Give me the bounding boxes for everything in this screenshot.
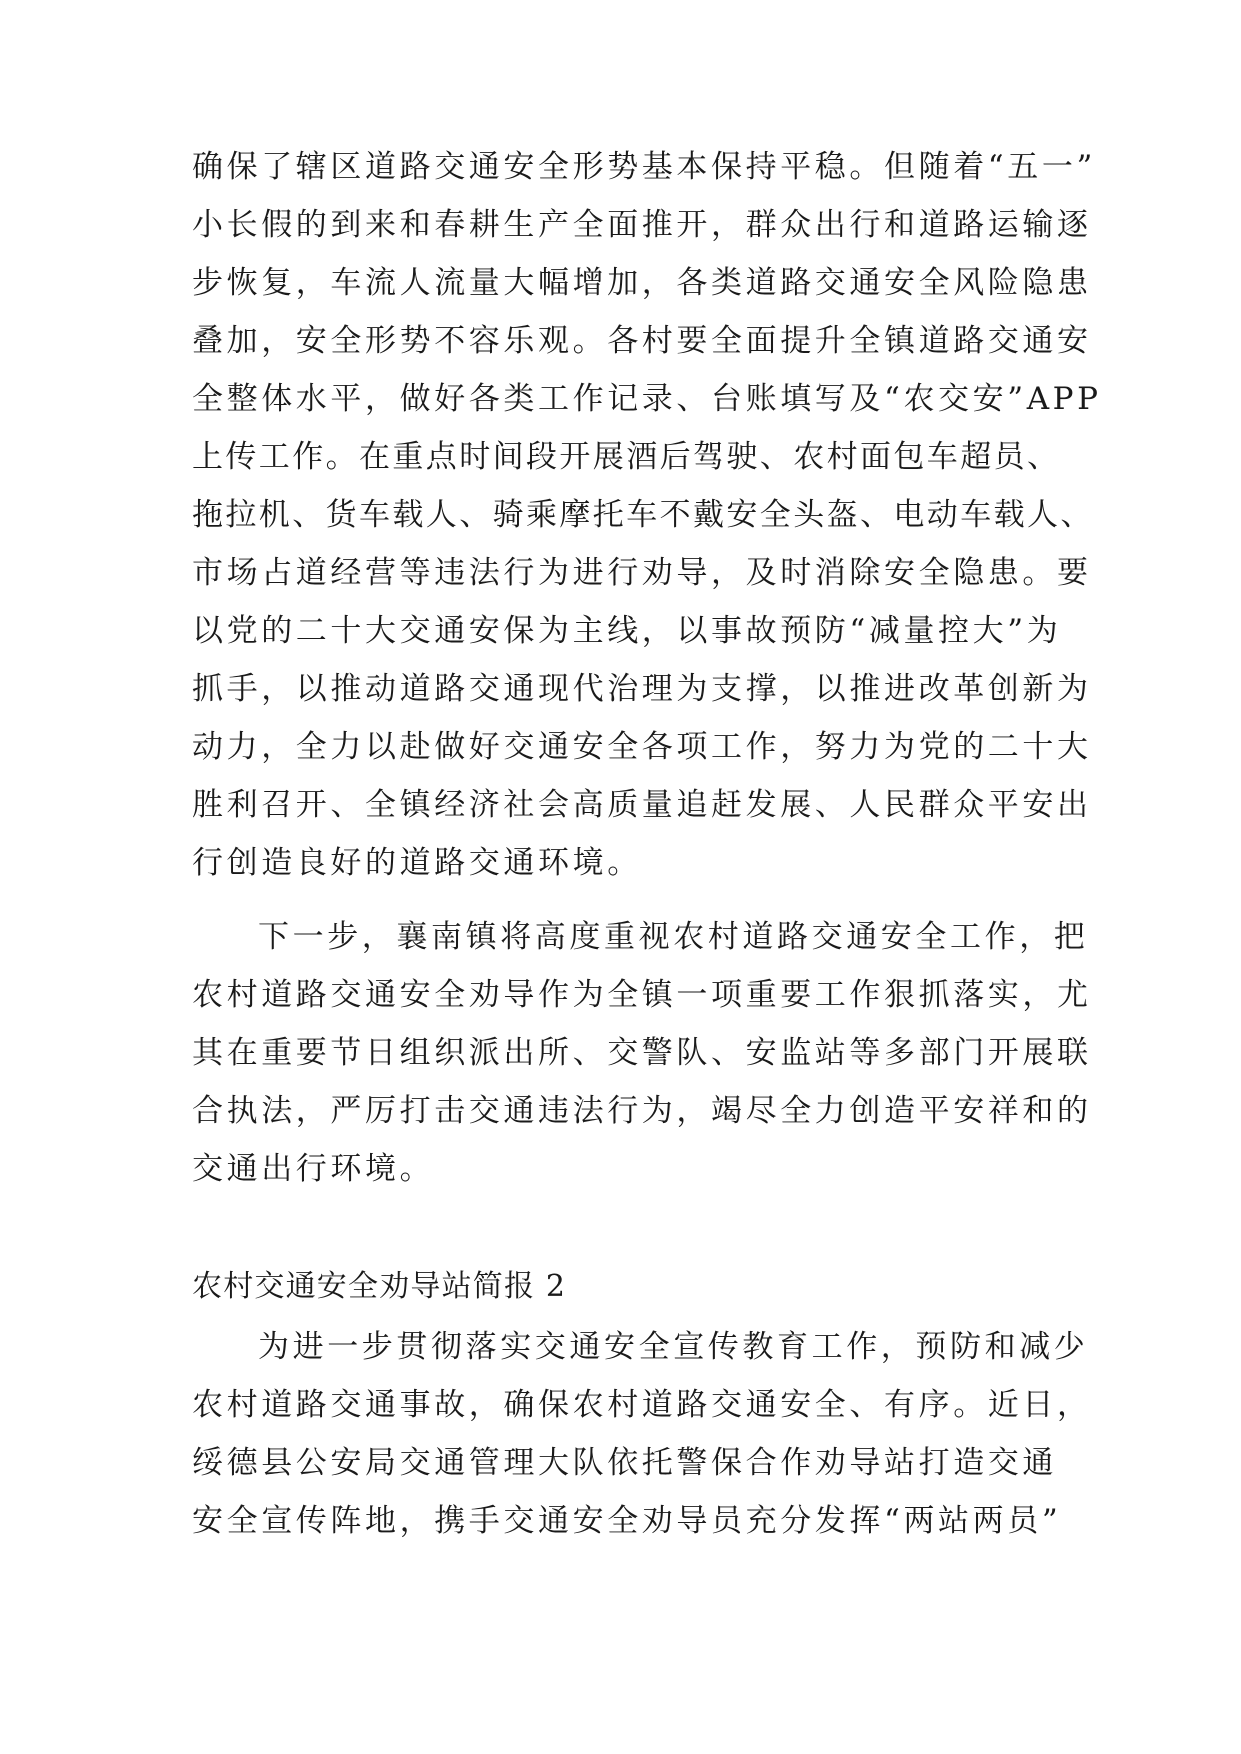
paragraph-line: 上传工作。在重点时间段开展酒后驾驶、农村面包车超员、	[192, 439, 1061, 475]
paragraph-line: 胜利召开、全镇经济社会高质量追赶发展、人民群众平安出	[192, 787, 1092, 823]
paragraph-line: 下一步，襄南镇将高度重视农村道路交通安全工作，把	[258, 919, 1089, 955]
paragraph-line: 以党的二十大交通安保为主线，以事故预防“减量控大”为	[192, 613, 1062, 649]
paragraph-line: 其在重要节日组织派出所、交警队、安监站等多部门开展联	[192, 1035, 1092, 1071]
paragraph-line: 动力，全力以赴做好交通安全各项工作，努力为党的二十大	[192, 729, 1092, 765]
paragraph-line: 步恢复，车流人流量大幅增加，各类道路交通安全风险隐患	[192, 265, 1092, 301]
paragraph-line: 小长假的到来和春耕生产全面推开，群众出行和道路运输逐	[192, 207, 1092, 243]
paragraph-line: 农村道路交通安全劝导作为全镇一项重要工作狠抓落实，尤	[192, 977, 1092, 1013]
paragraph-line: 叠加，安全形势不容乐观。各村要全面提升全镇道路交通安	[192, 323, 1092, 359]
paragraph-line: 全整体水平，做好各类工作记录、台账填写及“农交安”APP	[192, 381, 1102, 417]
paragraph-line: 安全宣传阵地，携手交通安全劝导员充分发挥“两站两员”	[192, 1503, 1062, 1539]
paragraph-line: 拖拉机、货车载人、骑乘摩托车不戴安全头盔、电动车载人、	[192, 497, 1094, 533]
paragraph-line: 行创造良好的道路交通环境。	[192, 845, 642, 881]
paragraph-line: 确保了辖区道路交通安全形势基本保持平稳。但随着“五一”	[192, 149, 1096, 185]
paragraph-line: 合执法，严厉打击交通违法行为，竭尽全力创造平安祥和的	[192, 1093, 1092, 1129]
paragraph-line: 农村道路交通事故，确保农村道路交通安全、有序。近日，	[192, 1387, 1092, 1423]
paragraph-line: 交通出行环境。	[192, 1151, 435, 1187]
paragraph-line: 为进一步贯彻落实交通安全宣传教育工作，预防和减少	[258, 1329, 1089, 1365]
paragraph-line: 绥德县公安局交通管理大队依托警保合作劝导站打造交通	[192, 1445, 1057, 1481]
paragraph-line: 市场占道经营等违法行为进行劝导，及时消除安全隐患。要	[192, 555, 1092, 591]
section-heading: 农村交通安全劝导站简报 2	[192, 1269, 567, 1304]
paragraph-line: 抓手，以推动道路交通现代治理为支撑，以推进改革创新为	[192, 671, 1092, 707]
